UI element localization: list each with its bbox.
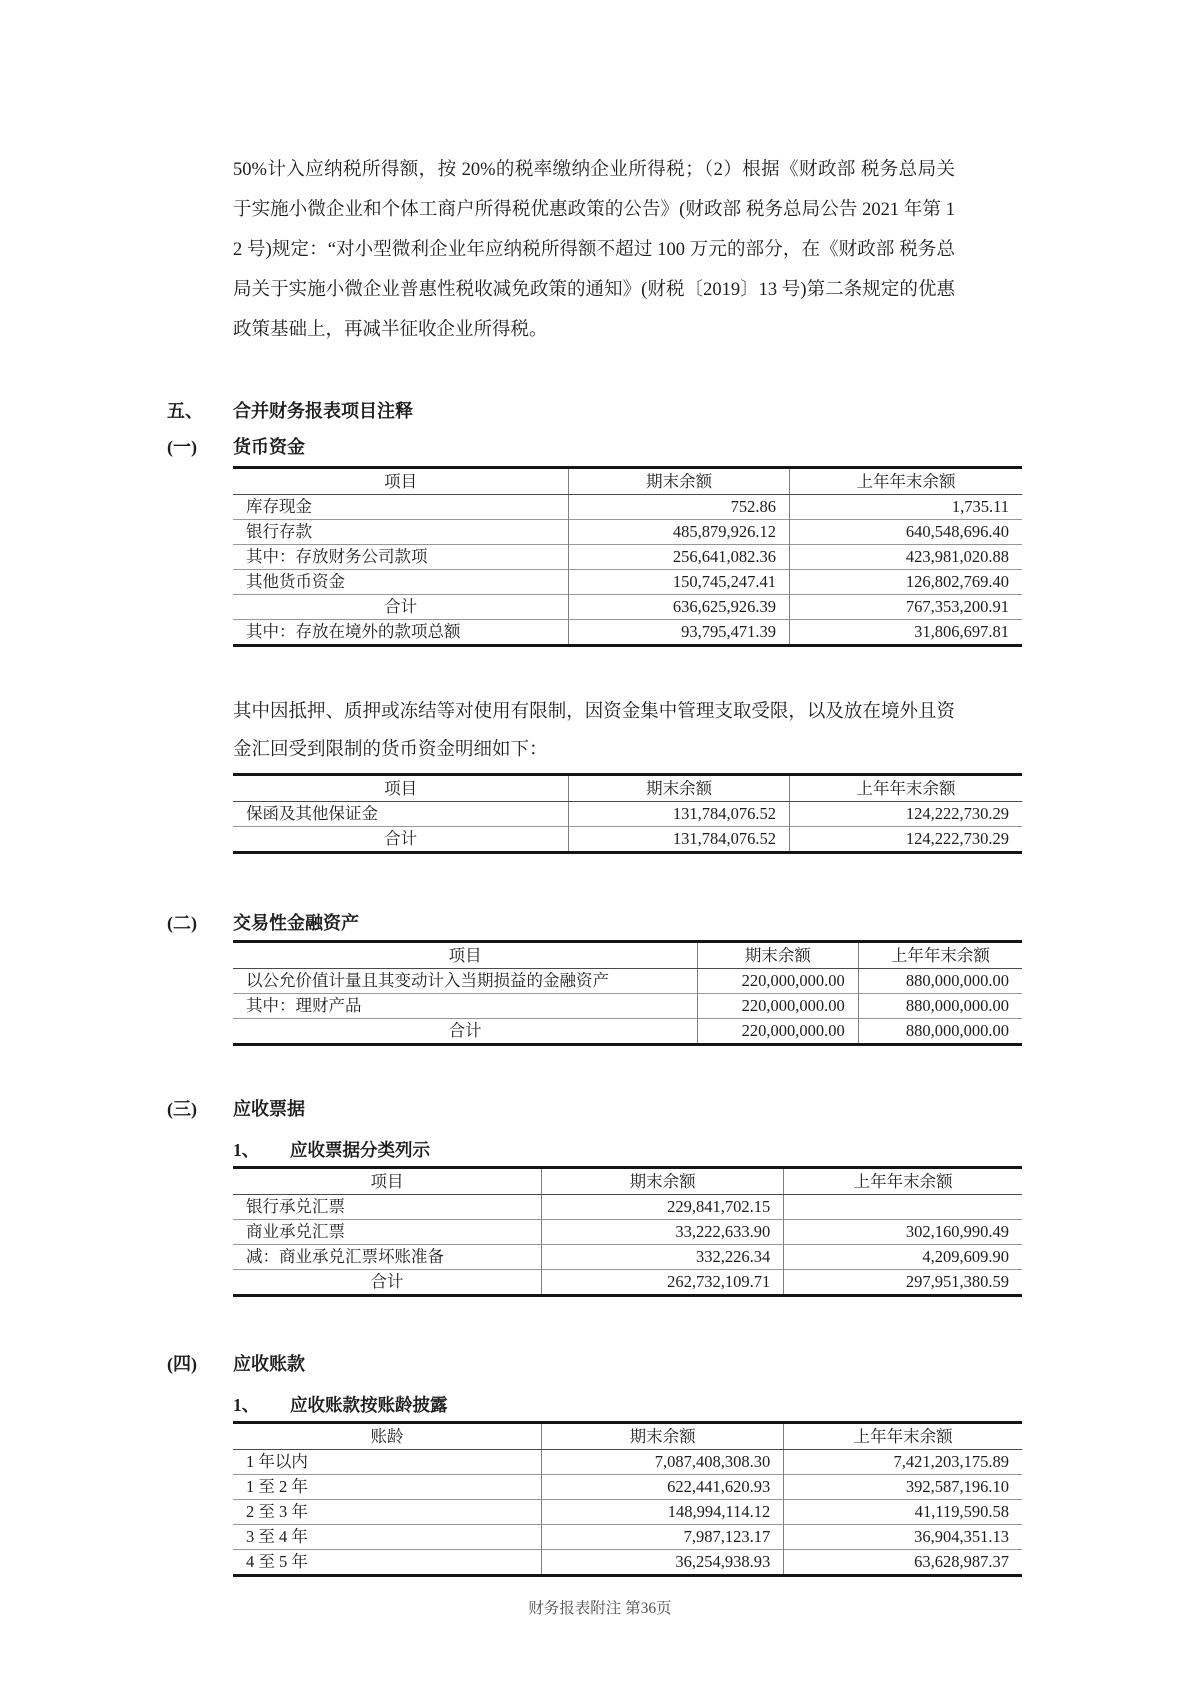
row-value: 131,784,076.52: [569, 802, 790, 827]
restricted-funds-note: 其中因抵押、质押或冻结等对使用有限制，因资金集中管理支取受限，以及放在境外且资金汇回受到限制的货币资金明细如下：: [233, 702, 955, 760]
table-header-row: [233, 1423, 1022, 1450]
subsection-2-title: 交易性金融资产: [233, 913, 359, 933]
row-value: 93,795,471.39: [569, 620, 790, 646]
row-label: 1 年以内: [246, 1452, 308, 1471]
table-row: [233, 1525, 1022, 1550]
row-value: 392,587,196.10: [784, 1475, 1022, 1500]
column-header: 上年年末余额: [784, 1423, 1022, 1450]
notes-receivable-subheading: [233, 1138, 1022, 1162]
column-header: 期末余额: [541, 1168, 783, 1195]
row-value: 31,806,697.81: [789, 620, 1022, 646]
row-value: 752.86: [569, 495, 790, 520]
table-header-row: [233, 1168, 1022, 1195]
column-header: 期末余额: [569, 775, 790, 802]
row-value: 7,087,408,308.30: [541, 1450, 783, 1475]
accounts-receivable-subheading-title: 应收账款按账龄披露: [290, 1395, 448, 1415]
row-label: 以公允价值计量且其变动计入当期损益的金融资产: [246, 971, 609, 990]
row-label: 3 至 4 年: [233, 1525, 541, 1550]
row-value: 880,000,000.00: [858, 1019, 1022, 1045]
row-value: 33,222,633.90: [541, 1220, 783, 1245]
row-value: 7,987,123.17: [541, 1525, 783, 1550]
row-label: 其他货币资金: [233, 570, 569, 595]
table-header-row: [233, 942, 1022, 969]
table-row: [233, 520, 1022, 545]
accounts-receivable-subheading: [233, 1393, 1022, 1417]
row-label: 2 至 3 年: [233, 1500, 541, 1525]
row-value: 622,441,620.93: [541, 1475, 783, 1500]
column-header: 期末余额: [541, 1423, 783, 1450]
row-label: 银行承兑汇票: [246, 1197, 345, 1216]
table-row: [233, 1475, 1022, 1500]
trading-financial-assets-table: [233, 940, 1022, 1046]
page-footer: 财务报表附注 第36页: [528, 1600, 672, 1617]
notes-receivable-subheading-title: 应收票据分类列示: [290, 1140, 430, 1160]
table-row: [233, 994, 1022, 1019]
row-value: 148,994,114.12: [541, 1500, 783, 1525]
table-row: [233, 1220, 1022, 1245]
row-value: 36,254,938.93: [541, 1550, 783, 1576]
table-row: [233, 1245, 1022, 1270]
section-5-number: 五、: [167, 401, 203, 421]
table-header-row: [233, 775, 1022, 802]
table-row: [233, 1195, 1022, 1220]
row-label: 库存现金: [246, 497, 312, 516]
subsection-4-title: 应收账款: [233, 1354, 305, 1374]
subsection-2-number: (二): [167, 913, 197, 933]
subsection-1-title: 货币资金: [233, 437, 305, 457]
row-label: 其中：存放在境外的款项总额: [233, 620, 569, 646]
notes-receivable-table: [233, 1166, 1022, 1297]
row-value: 41,119,590.58: [784, 1500, 1022, 1525]
row-label: 合计: [233, 1019, 698, 1045]
row-value: 131,784,076.52: [569, 827, 790, 853]
row-value: [784, 1195, 1022, 1220]
table-header-row: [233, 468, 1022, 495]
table-row: [233, 1270, 1022, 1296]
subsection-1-heading: [167, 434, 1022, 460]
row-value: 636,625,926.39: [569, 595, 790, 620]
column-header: 项目: [233, 468, 569, 495]
row-label: 合计: [233, 827, 569, 853]
row-label: 合计: [233, 595, 569, 620]
table-row: [233, 570, 1022, 595]
subsection-3-heading: [167, 1096, 1022, 1122]
column-header: 上年年末余额: [858, 942, 1022, 969]
table-row: [233, 620, 1022, 646]
column-header: 项目: [233, 775, 569, 802]
column-header: 项目: [233, 942, 698, 969]
column-header: 期末余额: [569, 468, 790, 495]
row-value: 150,745,247.41: [569, 570, 790, 595]
intro-paragraph: 50%计入应纳税所得额，按 20%的税率缴纳企业所得税；（2）根据《财政部 税务总局关于实施小微企业和个体工商户所得税优惠政策的公告》(财政部 税务总局公告 2021 年第 12 号)规定：“对小型微利企业年应纳税所得额不超过 100 万元的部分，在《财政部 税务总局关于实施小微企业普惠性税收减免政策的通知》(财税〔2019〕13 号)第二条规定的优惠政策基础上，再减半征收企业所得税。: [233, 160, 955, 340]
row-label: 银行存款: [233, 520, 569, 545]
row-label: 保函及其他保证金: [246, 804, 378, 823]
subsection-3-number: (三): [167, 1099, 197, 1119]
table-row: [233, 1019, 1022, 1045]
restricted-funds-table: [233, 773, 1022, 854]
row-label: 其中：存放财务公司款项: [233, 545, 569, 570]
accounts-receivable-subheading-number: 1、: [233, 1395, 260, 1415]
column-header: 项目: [233, 1168, 541, 1195]
row-value: 4,209,609.90: [784, 1245, 1022, 1270]
monetary-funds-table: [233, 466, 1022, 647]
row-value: 220,000,000.00: [698, 994, 859, 1019]
section-5-title: 合并财务报表项目注释: [233, 401, 413, 421]
column-header: 上年年末余额: [789, 775, 1022, 802]
row-label: 商业承兑汇票: [233, 1220, 541, 1245]
table-row: [233, 545, 1022, 570]
row-value: 880,000,000.00: [858, 994, 1022, 1019]
row-value: 262,732,109.71: [541, 1270, 783, 1296]
subsection-4-heading: [167, 1351, 1022, 1377]
subsection-1-number: (一): [167, 437, 197, 457]
row-label: 4 至 5 年: [233, 1550, 541, 1576]
section-5-heading: [167, 398, 1022, 424]
row-label: 其中：理财产品: [233, 994, 698, 1019]
row-value: 126,802,769.40: [789, 570, 1022, 595]
row-value: 220,000,000.00: [698, 969, 859, 994]
row-value: 640,548,696.40: [789, 520, 1022, 545]
row-label: 减：商业承兑汇票坏账准备: [233, 1245, 541, 1270]
row-label: 合计: [233, 1270, 541, 1296]
row-value: 229,841,702.15: [541, 1195, 783, 1220]
table-row: [233, 1500, 1022, 1525]
accounts-receivable-aging-table: [233, 1421, 1022, 1577]
row-value: 297,951,380.59: [784, 1270, 1022, 1296]
row-value: 302,160,990.49: [784, 1220, 1022, 1245]
table-row: [233, 1550, 1022, 1576]
row-value: 36,904,351.13: [784, 1525, 1022, 1550]
column-header: 上年年末余额: [784, 1168, 1022, 1195]
row-value: 880,000,000.00: [858, 969, 1022, 994]
row-value: 7,421,203,175.89: [784, 1450, 1022, 1475]
table-row: [233, 595, 1022, 620]
row-value: 124,222,730.29: [789, 802, 1022, 827]
table-row: [233, 1450, 1022, 1475]
row-value: 332,226.34: [541, 1245, 783, 1270]
row-value: 1,735.11: [789, 495, 1022, 520]
subsection-4-number: (四): [167, 1354, 197, 1374]
row-value: 63,628,987.37: [784, 1550, 1022, 1576]
row-value: 256,641,082.36: [569, 545, 790, 570]
table-row: [233, 969, 1022, 994]
table-row: [233, 802, 1022, 827]
row-value: 124,222,730.29: [789, 827, 1022, 853]
row-value: 767,353,200.91: [789, 595, 1022, 620]
row-value: 220,000,000.00: [698, 1019, 859, 1045]
row-value: 485,879,926.12: [569, 520, 790, 545]
table-row: [233, 495, 1022, 520]
row-label: 1 至 2 年: [233, 1475, 541, 1500]
notes-receivable-subheading-number: 1、: [233, 1140, 260, 1160]
subsection-2-heading: [167, 910, 1022, 936]
column-header: 账龄: [233, 1423, 541, 1450]
table-row: [233, 827, 1022, 853]
column-header: 上年年末余额: [789, 468, 1022, 495]
column-header: 期末余额: [698, 942, 859, 969]
row-value: 423,981,020.88: [789, 545, 1022, 570]
subsection-3-title: 应收票据: [233, 1099, 305, 1119]
